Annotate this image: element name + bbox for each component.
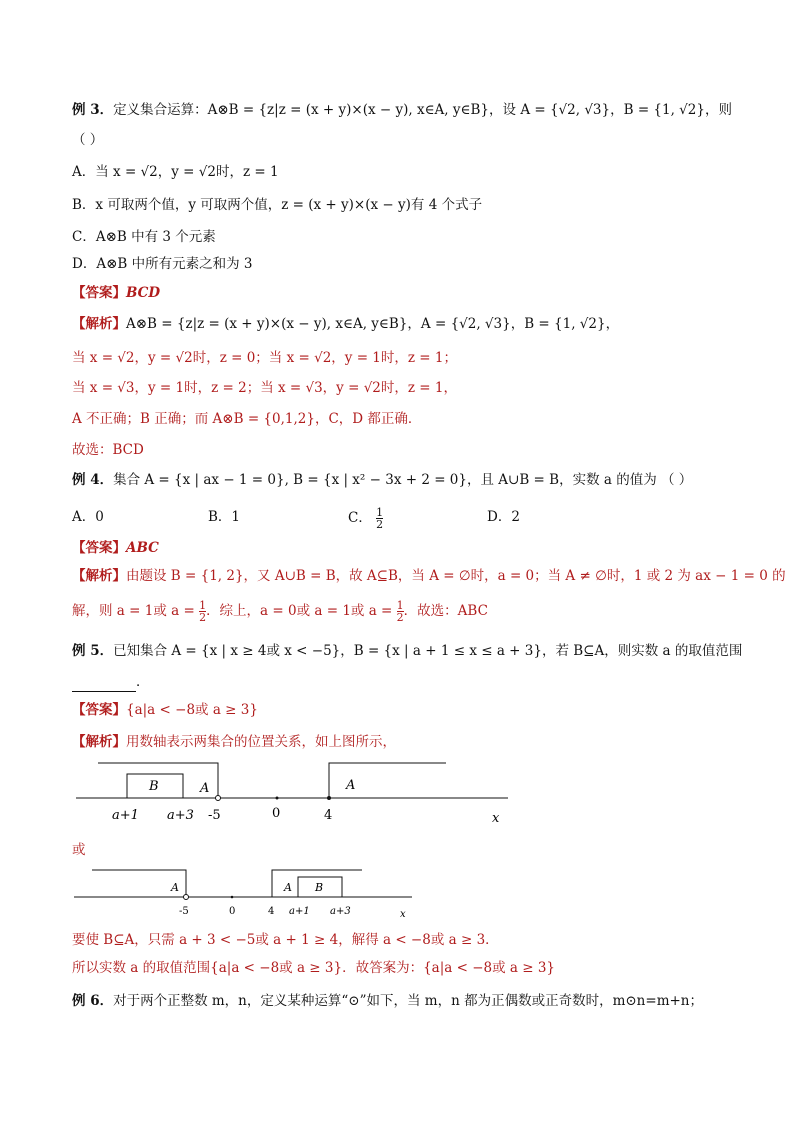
example-4-option-a: A．0 (72, 509, 104, 525)
example-6-stem (72, 991, 703, 1011)
answer-value: ABC (126, 540, 159, 556)
closed-point-4 (327, 796, 331, 800)
example-4-option-c (348, 507, 383, 530)
label-a-left: A (200, 781, 210, 796)
example-4-stem (72, 470, 692, 490)
number-line-figure-1 (72, 755, 522, 830)
example-3-stem (72, 100, 732, 120)
example-5-blank (72, 672, 150, 692)
axis-x-label: x (400, 909, 406, 920)
analysis-text: 由题设 B = {1, 2}，又 A∪B = B，故 A⊆B，当 A = ∅时，a = 0；当 A ≠ ∅时，1 或 2 为 ax − 1 = 0 的 (126, 568, 786, 584)
label-b: B (315, 881, 324, 894)
example-4-option-d: D．2 (487, 509, 520, 525)
inline-fraction (397, 600, 404, 623)
fraction-denominator: 2 (396, 611, 404, 624)
example-3-analysis-1 (72, 314, 619, 334)
answer-value: {a|a < −8或 a ≥ 3} (126, 702, 258, 718)
analysis-part-b: ．综上，a = 0或 a = 1或 a = (206, 603, 397, 619)
answer-tag: 【答案】 (72, 702, 126, 718)
fraction-numerator: 1 (396, 599, 404, 612)
example-3-option-a: A．当 x = √2，y = √2时，z = 1 (72, 164, 279, 180)
example-3-paren: （ ） (72, 132, 104, 148)
tick-4: 4 (324, 808, 333, 823)
label-a-left: A (171, 881, 179, 894)
axis-x-label: x (492, 811, 500, 826)
tick-minus-5: -5 (208, 808, 221, 823)
example-5-stem (72, 641, 742, 661)
option-c-prefix: C． (348, 510, 372, 526)
example-3-question: 定义集合运算：A⊗B = {z|z = (x + y)×(x − y), x∈A, y∈B}，设 A = {√2, √3}，B = {1, √2}，则 (113, 102, 732, 118)
tick-zero: 0 (229, 906, 236, 917)
example-6-label: 例 6． (72, 993, 114, 1009)
fraction-denominator: 2 (376, 518, 384, 531)
open-point-minus-5 (184, 895, 189, 900)
fraction-numerator: 1 (199, 599, 207, 612)
example-5-answer (72, 700, 258, 720)
example-5-question: 已知集合 A = {x | x ≥ 4或 x < −5}，B = {x | a + 1 ≤ x ≤ a + 3}，若 B⊆A，则实数 a 的取值范围 (113, 643, 743, 659)
example-3-analysis-3: 当 x = √3，y = 1时，z = 2；当 x = √3，y = √2时，z = 1， (72, 380, 457, 396)
example-3-answer (72, 283, 160, 303)
number-line-figure-2 (72, 862, 422, 920)
blank-end: ． (136, 674, 150, 690)
tick-zero: 0 (272, 806, 281, 821)
example-3-option-c: C．A⊗B 中有 3 个元素 (72, 229, 216, 245)
tick-minus-5: -5 (179, 906, 189, 917)
point-zero (231, 896, 234, 899)
inline-fraction (199, 600, 206, 623)
tick-4: 4 (268, 906, 275, 917)
example-5-label: 例 5． (72, 643, 114, 659)
answer-tag: 【答案】 (72, 285, 126, 301)
answer-value: BCD (126, 285, 161, 301)
tick-a-plus-1: a+1 (112, 808, 139, 823)
open-point-minus-5 (216, 796, 221, 801)
fraction-numerator: 1 (376, 506, 384, 519)
analysis-text: 用数轴表示两集合的位置关系，如上图所示， (126, 734, 396, 750)
label-a-right: A (346, 778, 356, 793)
example-5-analysis-1 (72, 732, 396, 752)
analysis-tag: 【解析】 (72, 568, 126, 584)
analysis-tag: 【解析】 (72, 734, 126, 750)
example-3-analysis-2: 当 x = √2，y = √2时，z = 0；当 x = √2，y = 1时，z = 1； (72, 350, 457, 366)
option-c-fraction (376, 507, 383, 530)
analysis-part-a: 解，则 a = 1或 a = (72, 603, 200, 619)
or-text: 或 (72, 842, 86, 858)
example-5-analysis-3: 所以实数 a 的取值范围{a|a < −8或 a ≥ 3}．故答案为：{a|a < −8或 a ≥ 3} (72, 960, 556, 976)
example-4-question: 集合 A = {x | ax − 1 = 0}, B = {x | x² − 3x + 2 = 0}，且 A∪B = B，实数 a 的值为 （ ） (113, 472, 693, 488)
fraction-denominator: 2 (199, 611, 207, 624)
example-3-option-b: B．x 可取两个值，y 可取两个值，z = (x + y)×(x − y)有 4 个式子 (72, 197, 483, 213)
point-zero (276, 797, 279, 800)
analysis-tag: 【解析】 (72, 316, 126, 332)
tick-a-plus-3: a+3 (167, 808, 194, 823)
example-4-analysis-2 (72, 600, 488, 623)
example-4-analysis-1 (72, 566, 786, 586)
tick-a-plus-1: a+1 (289, 906, 310, 917)
example-6-question: 对于两个正整数 m，n，定义某种运算“⊙”如下，当 m，n 都为正偶数或正奇数时，m⊙n=m+n； (113, 993, 703, 1009)
answer-blank (72, 677, 136, 692)
example-4-label: 例 4． (72, 472, 114, 488)
label-b: B (149, 779, 159, 794)
example-3-conclusion: 故选：BCD (72, 442, 144, 458)
analysis-part-c: ．故选：ABC (403, 603, 488, 619)
example-3-label: 例 3． (72, 102, 114, 118)
example-3-analysis-4: A 不正确；B 正确；而 A⊗B = {0,1,2}，C，D 都正确． (72, 411, 422, 427)
example-4-answer (72, 538, 159, 558)
answer-tag: 【答案】 (72, 540, 126, 556)
example-3-option-d: D．A⊗B 中所有元素之和为 3 (72, 256, 253, 272)
label-a-right: A (284, 881, 292, 894)
example-4-option-b: B．1 (208, 509, 241, 525)
tick-a-plus-3: a+3 (330, 906, 351, 917)
example-5-analysis-2: 要使 B⊆A，只需 a + 3 < −5或 a + 1 ≥ 4，解得 a < −8或 a ≥ 3． (72, 932, 499, 948)
analysis-text: A⊗B = {z|z = (x + y)×(x − y), x∈A, y∈B}，A = {√2, √3}，B = {1, √2}， (126, 316, 620, 332)
